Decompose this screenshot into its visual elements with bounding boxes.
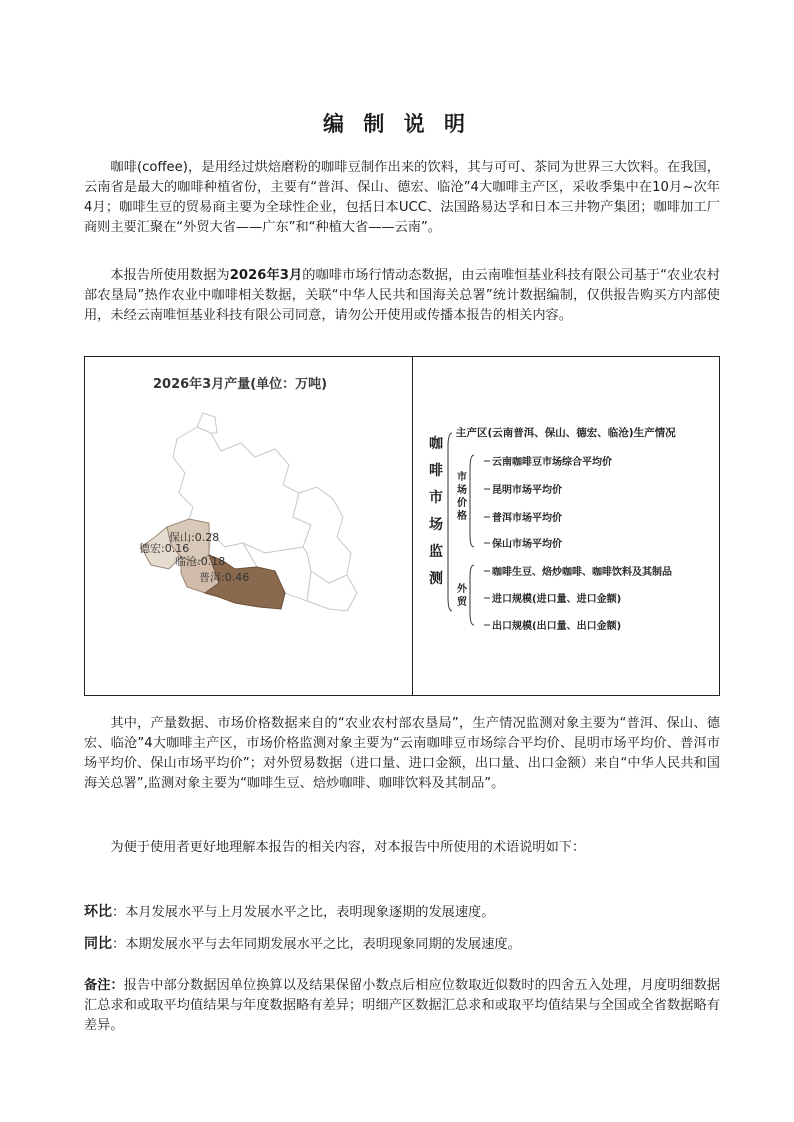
source-prefix: 本报告所使用数据为 [110,268,230,283]
tree-trade-item: 出口规模(出口量、出口金额) [492,621,622,632]
term-text: 本期发展水平与去年同期发展水平之比，表明现象同期的发展速度。 [125,937,521,952]
yunnan-map [85,357,412,697]
note-sep: ： [110,978,124,993]
tree-root-char: 市 [429,490,443,506]
tree-price-char: 格 [457,511,467,522]
term-huanbi [84,902,720,923]
intro-paragraph: 咖啡(coffee)，是用经过烘焙磨粉的咖啡豆制作出来的饮料，其与可可、茶同为世界三大饮料。在我国，云南省是最大的咖啡种植省份，主要有“普洱、保山、德宏、临沧”4大咖啡主产区，采收季集中在10月~次年4月；咖啡生豆的贸易商主要为全球性企业，包括日本UCC、法国路易达孚和日本三井物产集团；咖啡加工厂商则主要汇聚在“外贸大省——广东”和“种植大省——云南”。 [84,160,720,235]
tree-price-item: 保山市场平均价 [492,539,562,550]
tree-trade-char: 贸 [457,597,467,608]
tree-price-item: 昆明市场平均价 [492,485,562,496]
note-paragraph [84,976,720,1036]
monitoring-tree [412,357,721,697]
map-title: 2026年3月产量(单位：万吨) [153,377,328,392]
term-key: 环比 [84,904,112,920]
tree-root-char: 测 [429,571,443,587]
term-sep: ： [112,937,126,952]
source-date: 2026年3月 [229,268,303,283]
term-text: 本月发展水平与上月发展水平之比，表明现象逐期的发展速度。 [125,905,495,920]
term-sep: ： [112,905,126,920]
tree-root-char: 咖 [429,436,443,452]
map-label-baoshan: 保山:0.28 [169,531,220,544]
terms-intro: 为便于使用者更好地理解本报告的相关内容，对本报告中所使用的术语说明如下： [110,840,586,855]
tree-production: 主产区(云南普洱、保山、德宏、临沧)生产情况 [456,427,676,439]
source-suffix: 的咖啡市场行情动态数据，由云南唯恒基业科技有限公司基于“农业农村部农垦局”热作农业中咖啡相关数据，关联“中华人民共和国海关总署”统计数据编制，仅供报告购买方内部使用，未经云南唯恒基业科技有限公司同意，请勿公开使用或传播本报告的相关内容。 [84,268,720,323]
tree-root-char: 啡 [429,463,443,479]
source-paragraph [84,266,720,326]
tree-price-item: 普洱市场平均价 [492,513,562,524]
tree-price-char: 市 [457,472,467,483]
note-key: 备注 [84,978,111,993]
term-key: 同比 [84,936,112,952]
tree-price-char: 场 [457,485,467,496]
detail-paragraph: 其中，产量数据、市场价格数据来自的“农业农村部农垦局”，生产情况监测对象主要为“普洱、保山、德宏、临沧”4大咖啡主产区，市场价格监测对象主要为“云南咖啡豆市场综合平均价、昆明市场平均价、普洱市场平均价、保山市场平均价”；对外贸易数据（进口量、进口金额，出口量、出口金额）来自“中华人民共和国海关总署”,监测对象主要为“咖啡生豆、焙炒咖啡、咖啡饮料及其制品”。 [84,716,720,791]
note-text: 报告中部分数据因单位换算以及结果保留小数点后相应位数取近似数时的四舍五入处理，月度明细数据汇总求和或取平均值结果与年度数据略有差异；明细产区数据汇总求和或取平均值结果与全国或全省数据略有差异。 [84,978,721,1033]
page-title: 编 制 说 明 [323,112,471,136]
tree-trade-char: 外 [457,584,467,595]
map-label-puer: 普洱:0.46 [199,571,250,584]
monitoring-figure [84,356,720,696]
term-tongbi [84,934,720,955]
tree-price-group [456,471,468,523]
tree-connectors [412,357,721,697]
tree-trade-item: 咖啡生豆、焙炒咖啡、咖啡饮料及其制品 [492,567,672,578]
tree-trade-group [456,583,468,609]
tree-root-char: 监 [429,544,443,560]
tree-price-item: 云南咖啡豆市场综合平均价 [492,457,612,468]
tree-root-char: 场 [429,517,443,533]
tree-price-char: 价 [457,498,467,509]
tree-root [428,431,444,593]
map-label-lincang: 临沧:0.18 [175,555,226,568]
tree-trade-item: 进口规模(进口量、进口金额) [492,594,622,605]
map-label-dehong: 德宏:0.16 [139,542,190,555]
